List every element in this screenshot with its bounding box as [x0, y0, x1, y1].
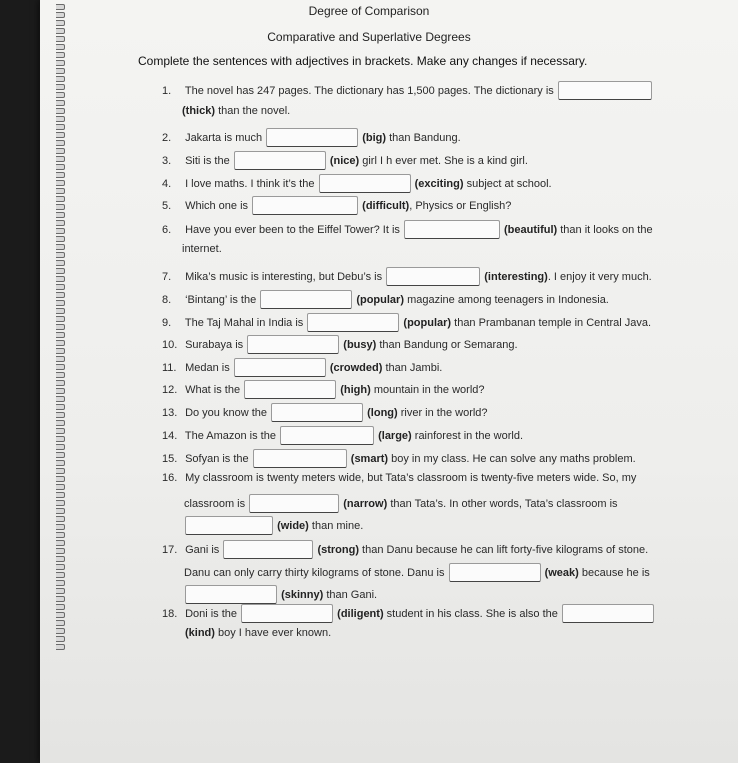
binder-hole	[56, 148, 65, 154]
binder-hole	[56, 412, 65, 418]
binder-hole	[56, 244, 65, 250]
binder-hole	[56, 68, 65, 74]
binder-hole	[56, 644, 65, 650]
question-16-line2: classroom is (narrow) than Tata’s. In other words, Tata’s classroom is	[184, 494, 618, 513]
answer-7[interactable]	[386, 267, 480, 286]
binder-hole	[56, 108, 65, 114]
question-16: 16. My classroom is twenty meters wide, but Tata’s classroom is twenty-five meters wide. So, my	[162, 472, 637, 484]
answer-13[interactable]	[271, 403, 363, 422]
binder-hole	[56, 564, 65, 570]
binder-hole	[56, 260, 65, 266]
answer-10[interactable]	[247, 335, 339, 354]
binder-hole	[56, 380, 65, 386]
question-8: 8. ‘Bintang’ is the (popular) magazine among teenagers in Indonesia.	[162, 290, 609, 309]
binder-hole	[56, 436, 65, 442]
binder-hole	[56, 100, 65, 106]
answer-8[interactable]	[260, 290, 352, 309]
answer-1[interactable]	[558, 81, 652, 100]
binder-hole	[56, 188, 65, 194]
question-15: 15. Sofyan is the (smart) boy in my class. He can solve any maths problem.	[162, 449, 636, 468]
question-1: 1. The novel has 247 pages. The dictionary has 1,500 pages. The dictionary is	[162, 81, 653, 100]
binder-holes	[56, 4, 66, 654]
binder-hole	[56, 20, 65, 26]
question-11: 11. Medan is (crowded) than Jambi.	[162, 358, 442, 377]
binder-hole	[56, 388, 65, 394]
binder-hole	[56, 156, 65, 162]
binder-hole	[56, 92, 65, 98]
question-6-cont: internet.	[182, 243, 222, 255]
binder-hole	[56, 236, 65, 242]
binder-hole	[56, 556, 65, 562]
answer-9[interactable]	[307, 313, 399, 332]
binder-hole	[56, 476, 65, 482]
binder-hole	[56, 452, 65, 458]
answer-18b[interactable]	[562, 604, 654, 623]
question-13: 13. Do you know the (long) river in the world?	[162, 403, 488, 422]
binder-hole	[56, 596, 65, 602]
page-subtitle: Comparative and Superlative Degrees	[267, 30, 471, 44]
binder-hole	[56, 364, 65, 370]
binder-hole	[56, 172, 65, 178]
binder-hole	[56, 356, 65, 362]
binder-hole	[56, 180, 65, 186]
binder-hole	[56, 372, 65, 378]
binder-hole	[56, 300, 65, 306]
binder-hole	[56, 332, 65, 338]
binder-hole	[56, 292, 65, 298]
binder-hole	[56, 588, 65, 594]
answer-5[interactable]	[252, 196, 358, 215]
binder-hole	[56, 628, 65, 634]
binder-hole	[56, 252, 65, 258]
binder-hole	[56, 396, 65, 402]
binder-hole	[56, 524, 65, 530]
binder-hole	[56, 580, 65, 586]
answer-4[interactable]	[319, 174, 411, 193]
binder-hole	[56, 268, 65, 274]
binder-hole	[56, 76, 65, 82]
binder-hole	[56, 604, 65, 610]
question-2: 2. Jakarta is much (big) than Bandung.	[162, 128, 461, 147]
question-18: 18. Doni is the (diligent) student in his class. She is also the	[162, 604, 655, 623]
binder-hole	[56, 44, 65, 50]
answer-18a[interactable]	[241, 604, 333, 623]
binder-hole	[56, 620, 65, 626]
binder-hole	[56, 428, 65, 434]
answer-16a[interactable]	[249, 494, 339, 513]
binder-hole	[56, 420, 65, 426]
binder-hole	[56, 132, 65, 138]
binder-hole	[56, 204, 65, 210]
question-10: 10. Surabaya is (busy) than Bandung or Semarang.	[162, 335, 518, 354]
question-17: 17. Gani is (strong) than Danu because he can lift forty-five kilograms of stone.	[162, 540, 648, 559]
answer-17b[interactable]	[449, 563, 541, 582]
binder-hole	[56, 316, 65, 322]
question-1-cont: (thick) than the novel.	[182, 105, 291, 117]
question-14: 14. The Amazon is the (large) rainforest in the world.	[162, 426, 523, 445]
binder-hole	[56, 548, 65, 554]
question-9: 9. The Taj Mahal in India is (popular) than Prambanan temple in Central Java.	[162, 313, 651, 332]
answer-2[interactable]	[266, 128, 358, 147]
binder-hole	[56, 532, 65, 538]
binder-hole	[56, 228, 65, 234]
question-4: 4. I love maths. I think it’s the (exciting) subject at school.	[162, 174, 552, 193]
question-5: 5. Which one is (difficult), Physics or English?	[162, 196, 511, 215]
answer-17c[interactable]	[185, 585, 277, 604]
binder-hole	[56, 444, 65, 450]
instructions: Complete the sentences with adjectives in brackets. Make any changes if necessary.	[138, 54, 588, 68]
question-7: 7. Mika’s music is interesting, but Debu’s is (interesting). I enjoy it very much.	[162, 267, 652, 286]
binder-hole	[56, 500, 65, 506]
question-17-line3: (skinny) than Gani.	[184, 585, 377, 604]
binder-hole	[56, 220, 65, 226]
question-12: 12. What is the (high) mountain in the world?	[162, 380, 485, 399]
binder-hole	[56, 492, 65, 498]
question-6: 6. Have you ever been to the Eiffel Tower? It is (beautiful) than it looks on the	[162, 220, 653, 239]
binder-hole	[56, 516, 65, 522]
binder-hole	[56, 60, 65, 66]
binder-hole	[56, 340, 65, 346]
binder-hole	[56, 460, 65, 466]
binder-hole	[56, 140, 65, 146]
answer-6[interactable]	[404, 220, 500, 239]
binder-hole	[56, 212, 65, 218]
answer-12[interactable]	[244, 380, 336, 399]
binder-hole	[56, 196, 65, 202]
binder-hole	[56, 612, 65, 618]
binder-hole	[56, 52, 65, 58]
binder-hole	[56, 348, 65, 354]
answer-17a[interactable]	[223, 540, 313, 559]
binder-hole	[56, 308, 65, 314]
binder-hole	[56, 572, 65, 578]
binder-hole	[56, 284, 65, 290]
binder-hole	[56, 324, 65, 330]
binder-hole	[56, 540, 65, 546]
answer-15[interactable]	[253, 449, 347, 468]
binder-hole	[56, 404, 65, 410]
answer-3[interactable]	[234, 151, 326, 170]
binder-hole	[56, 124, 65, 130]
binder-hole	[56, 484, 65, 490]
binder-hole	[56, 116, 65, 122]
answer-11[interactable]	[234, 358, 326, 377]
answer-14[interactable]	[280, 426, 374, 445]
question-18-cont: (kind) boy I have ever known.	[185, 627, 332, 639]
question-16-line3: (wide) than mine.	[184, 516, 363, 535]
binder-hole	[56, 468, 65, 474]
binder-hole	[56, 164, 65, 170]
binder-hole	[56, 636, 65, 642]
binder-hole	[56, 84, 65, 90]
binder-hole	[56, 276, 65, 282]
answer-16b[interactable]	[185, 516, 273, 535]
question-17-line2: Danu can only carry thirty kilograms of stone. Danu is (weak) because he is	[184, 563, 650, 582]
page-title: Degree of Comparison	[308, 4, 430, 18]
question-3: 3. Siti is the (nice) girl I h ever met. She is a kind girl.	[162, 151, 528, 170]
binder-hole	[56, 508, 65, 514]
